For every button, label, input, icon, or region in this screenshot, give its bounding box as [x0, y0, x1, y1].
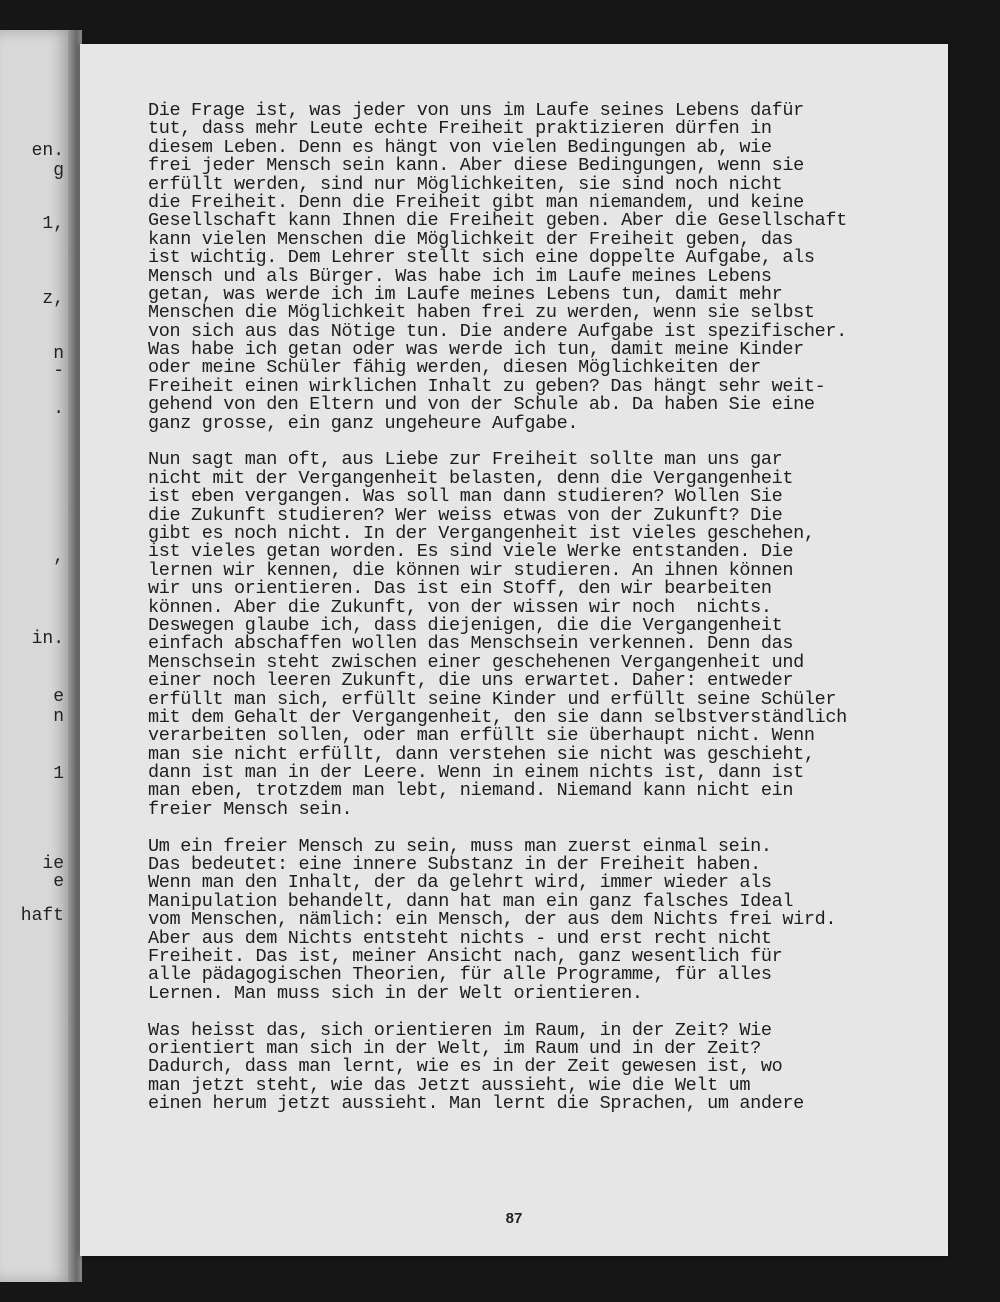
text-line: getan, was werde ich im Laufe meines Lebens tun, damit mehr	[148, 283, 783, 305]
text-line: ist wichtig. Dem Lehrer stellt sich eine doppelte Aufgabe, als	[148, 247, 815, 269]
text-line: erfüllt man sich, erfüllt seine Kinder und erfüllt seine Schüler	[148, 688, 837, 710]
left-page-fragment: -	[53, 361, 64, 381]
text-line: Menschen die Möglichkeit haben frei zu werden, wenn sie selbst	[148, 302, 815, 324]
document-page	[80, 44, 948, 1256]
text-line: lernen wir kennen, die können wir studieren. An ihnen können	[148, 559, 794, 581]
text-line: wir uns orientieren. Das ist ein Stoff, den wir bearbeiten	[148, 578, 772, 600]
text-line: Lernen. Man muss sich in der Welt orientieren.	[148, 982, 643, 1004]
text-line: Menschsein steht zwischen einer geschehenen Vergangenheit und	[148, 651, 804, 673]
text-line: ganz grosse, ein ganz ungeheure Aufgabe.	[148, 412, 579, 434]
text-line: die Zukunft studieren? Wer weiss etwas von der Zukunft? Die	[148, 504, 783, 526]
left-page-fragment: ,	[53, 547, 64, 567]
body-text	[148, 102, 908, 1132]
text-line: einer noch leeren Zukunft, die uns erwartet. Daher: entweder	[148, 670, 794, 692]
text-line: Aber aus dem Nichts entsteht nichts - und erst recht nicht	[148, 927, 772, 949]
left-page-fragment: z,	[42, 289, 64, 309]
paragraph	[148, 835, 908, 1004]
text-line: frei jeder Mensch sein kann. Aber diese Bedingungen, wenn sie	[148, 155, 804, 177]
paragraph	[148, 102, 908, 433]
text-line: man eben, trotzdem man lebt, niemand. Niemand kann nicht ein	[148, 780, 794, 802]
text-line: Wenn man den Inhalt, der da gelehrt wird, immer wieder als	[148, 872, 772, 894]
paragraph	[148, 451, 908, 819]
left-page-fragment: e	[53, 872, 64, 892]
text-line: Um ein freier Mensch zu sein, muss man zuerst einmal sein.	[148, 835, 772, 857]
text-line: Gesellschaft kann Ihnen die Freiheit geben. Aber die Gesellschaft	[148, 210, 847, 232]
text-line: Deswegen glaube ich, dass diejenigen, die die Vergangenheit	[148, 614, 783, 636]
text-line: diesem Leben. Denn es hängt von vielen Bedingungen ab, wie	[148, 136, 772, 158]
text-line: Mensch und als Bürger. Was habe ich im Laufe meines Lebens	[148, 265, 772, 287]
page-number: 87	[505, 1210, 523, 1227]
text-line: dann ist man in der Leere. Wenn in einem nichts ist, dann ist	[148, 762, 804, 784]
text-line: vom Menschen, nämlich: ein Mensch, der aus dem Nichts frei wird.	[148, 909, 837, 931]
text-line: man sie nicht erfüllt, dann verstehen sie nicht was geschieht,	[148, 743, 815, 765]
left-page-fragment: g	[53, 161, 64, 181]
text-line: Dadurch, dass man lernt, wie es in der Zeit gewesen ist, wo	[148, 1056, 783, 1078]
text-line: man jetzt steht, wie das Jetzt aussieht, wie die Welt um	[148, 1074, 751, 1096]
text-line: Die Frage ist, was jeder von uns im Laufe seines Lebens dafür	[148, 100, 804, 121]
text-line: ist eben vergangen. Was soll man dann studieren? Wollen Sie	[148, 486, 783, 508]
left-page-fragment: .	[53, 399, 64, 419]
left-page-fragment: en.	[31, 141, 64, 161]
text-line: die Freiheit. Denn die Freiheit gibt man niemandem, und keine	[148, 191, 804, 213]
left-facing-page	[0, 30, 72, 1282]
text-line: tut, dass mehr Leute echte Freiheit praktizieren dürfen in	[148, 118, 772, 140]
text-line: von sich aus das Nötige tun. Die andere Aufgabe ist spezifischer.	[148, 320, 847, 342]
text-line: Freiheit einen wirklichen Inhalt zu geben? Das hängt sehr weit-	[148, 375, 826, 397]
text-line: Manipulation behandelt, dann hat man ein ganz falsches Ideal	[148, 890, 794, 912]
text-line: ist vieles getan worden. Es sind viele Werke entstanden. Die	[148, 541, 794, 563]
text-line: alle pädagogischen Theorien, für alle Programme, für alles	[148, 964, 772, 986]
text-line: können. Aber die Zukunft, von der wissen wir noch nichts.	[148, 596, 772, 618]
text-line: freier Mensch sein.	[148, 798, 353, 820]
left-page-fragment: haft	[20, 906, 64, 926]
text-line: gehend von den Eltern und von der Schule ab. Da haben Sie eine	[148, 394, 815, 416]
text-line: einen herum jetzt aussieht. Man lernt die Sprachen, um andere	[148, 1093, 804, 1115]
text-line: einfach abschaffen wollen das Menschsein verkennen. Denn das	[148, 633, 794, 655]
text-line: Was heisst das, sich orientieren im Raum, in der Zeit? Wie	[148, 1019, 772, 1041]
text-line: oder meine Schüler fähig werden, diesen Möglichkeiten der	[148, 357, 761, 379]
left-page-fragment: in.	[31, 629, 64, 649]
text-line: erfüllt werden, sind nur Möglichkeiten, sie sind noch nicht	[148, 173, 783, 195]
text-line: Nun sagt man oft, aus Liebe zur Freiheit sollte man uns gar	[148, 449, 783, 471]
text-line: orientiert man sich in der Welt, im Raum und in der Zeit?	[148, 1037, 761, 1059]
text-line: Freiheit. Das ist, meiner Ansicht nach, ganz wesentlich für	[148, 945, 783, 967]
paragraph	[148, 1019, 908, 1115]
text-line: Das bedeutet: eine innere Substanz in der Freiheit haben.	[148, 854, 761, 876]
text-line: mit dem Gehalt der Vergangenheit, den sie dann selbstverständlich	[148, 706, 847, 728]
text-line: verarbeiten sollen, oder man erfüllt sie überhaupt nicht. Wenn	[148, 725, 815, 747]
text-line: gibt es noch nicht. In der Vergangenheit ist vieles geschehen,	[148, 522, 815, 544]
text-line: nicht mit der Vergangenheit belasten, denn die Vergangenheit	[148, 467, 794, 489]
left-page-fragment: ie	[42, 854, 64, 874]
left-page-fragment: e	[53, 687, 64, 707]
left-page-fragment: 1	[53, 764, 64, 784]
left-page-fragment: 1,	[42, 214, 64, 234]
text-line: kann vielen Menschen die Möglichkeit der Freiheit geben, das	[148, 228, 794, 250]
left-page-fragment: n	[53, 707, 64, 727]
left-page-fragment: n	[53, 344, 64, 364]
text-line: Was habe ich getan oder was werde ich tun, damit meine Kinder	[148, 339, 804, 361]
